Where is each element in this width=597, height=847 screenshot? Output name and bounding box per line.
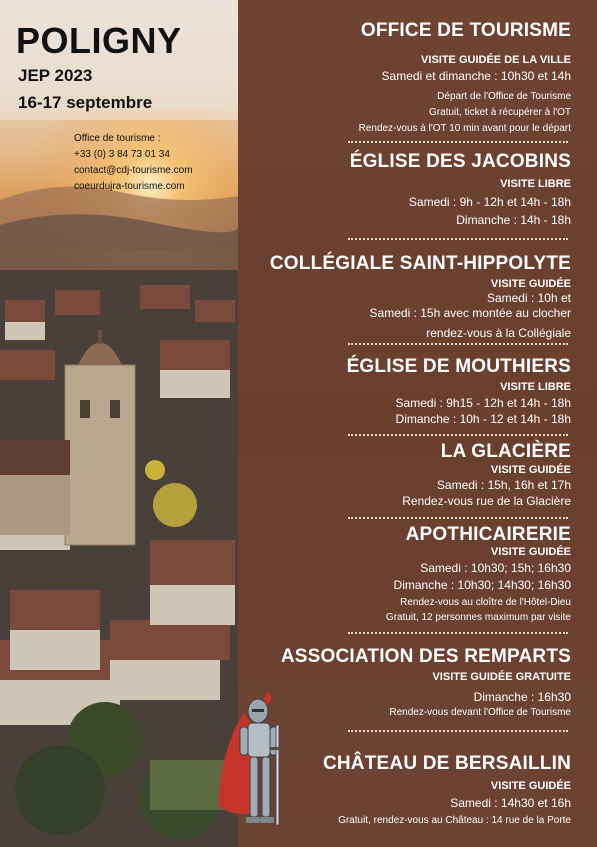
visit-type: VISITE GUIDÉE bbox=[490, 546, 571, 558]
info-line: Rendez-vous rue de la Glacière bbox=[402, 494, 571, 508]
section-divider bbox=[348, 238, 568, 240]
info-line: Gratuit, rendez-vous au Château : 14 rue de la Porte bbox=[338, 815, 571, 826]
schedule-line: Samedi : 10h et bbox=[486, 291, 571, 305]
info-line: Rendez-vous au cloître de l'Hôtel-Dieu bbox=[400, 597, 571, 608]
section-title: LA GLACIÈRE bbox=[440, 441, 571, 462]
visit-type: VISITE GUIDÉE bbox=[490, 278, 571, 290]
info-line: Gratuit, 12 personnes maximum par visite bbox=[385, 612, 571, 623]
info-line: Rendez-vous devant l'Office de Tourisme bbox=[389, 707, 571, 718]
visit-type: VISITE GUIDÉE GRATUITE bbox=[432, 671, 571, 683]
schedule-line: Samedi : 15h avec montée au clocher bbox=[369, 306, 571, 320]
schedule-line: Dimanche : 14h - 18h bbox=[456, 213, 571, 227]
title-block bbox=[16, 22, 182, 113]
section-divider bbox=[348, 434, 568, 436]
info-line: Gratuit, ticket à récupérer à l'OT bbox=[429, 107, 571, 118]
info-line: Rendez-vous à l'OT 10 min avant pour le départ bbox=[358, 123, 571, 134]
section-title: ASSOCIATION DES REMPARTS bbox=[280, 646, 571, 667]
section-divider bbox=[348, 632, 568, 634]
schedule-line: Dimanche : 10h30; 14h30; 16h30 bbox=[393, 578, 571, 592]
knight-icon bbox=[212, 685, 292, 845]
contact-website: coeurdujra-tourisme.com bbox=[74, 181, 185, 192]
visit-type: VISITE LIBRE bbox=[500, 381, 571, 393]
visit-type: VISITE LIBRE bbox=[500, 178, 571, 190]
section-title: ÉGLISE DES JACOBINS bbox=[349, 151, 571, 172]
town-photo bbox=[0, 0, 238, 847]
info-line: rendez-vous à la Collégiale bbox=[426, 326, 571, 340]
contact-phone: +33 (0) 3 84 73 01 34 bbox=[74, 149, 170, 160]
section-divider bbox=[348, 517, 568, 519]
visit-type: VISITE GUIDÉE DE LA VILLE bbox=[421, 54, 571, 66]
section-title: APOTHICAIRERIE bbox=[405, 524, 571, 545]
town-illustration bbox=[0, 0, 238, 847]
section-divider bbox=[348, 343, 568, 345]
contact-email: contact@cdj-tourisme.com bbox=[74, 165, 193, 176]
visit-type: VISITE GUIDÉE bbox=[490, 464, 571, 476]
section-title: ÉGLISE DE MOUTHIERS bbox=[346, 356, 571, 377]
info-line: Départ de l'Office de Tourisme bbox=[437, 91, 571, 102]
event-dates: 16-17 septembre bbox=[18, 93, 153, 112]
schedule-line: Dimanche : 10h - 12 et 14h - 18h bbox=[395, 412, 571, 426]
schedule-line: Samedi : 10h30; 15h; 16h30 bbox=[420, 561, 571, 575]
section-title: OFFICE DE TOURISME bbox=[360, 20, 571, 41]
section-title: CHÂTEAU DE BERSAILLIN bbox=[322, 753, 571, 774]
visit-type: VISITE GUIDÉE bbox=[490, 780, 571, 792]
section-title: COLLÉGIALE SAINT-HIPPOLYTE bbox=[269, 253, 571, 274]
section-divider bbox=[348, 141, 568, 143]
page-title: POLIGNY bbox=[16, 20, 182, 61]
schedule-line: Samedi : 9h15 - 12h et 14h - 18h bbox=[395, 396, 571, 410]
schedule-line: Samedi et dimanche : 10h30 et 14h bbox=[381, 69, 571, 83]
section-divider bbox=[348, 730, 568, 732]
schedule-line: Samedi : 14h30 et 16h bbox=[450, 796, 571, 810]
contact-label: Office de tourisme : bbox=[74, 133, 161, 144]
schedule-line: Dimanche : 16h30 bbox=[473, 690, 571, 704]
schedule-line: Samedi : 15h, 16h et 17h bbox=[436, 478, 571, 492]
contact-block bbox=[74, 131, 193, 195]
event-name: JEP 2023 bbox=[18, 66, 93, 85]
schedule-line: Samedi : 9h - 12h et 14h - 18h bbox=[408, 195, 571, 209]
